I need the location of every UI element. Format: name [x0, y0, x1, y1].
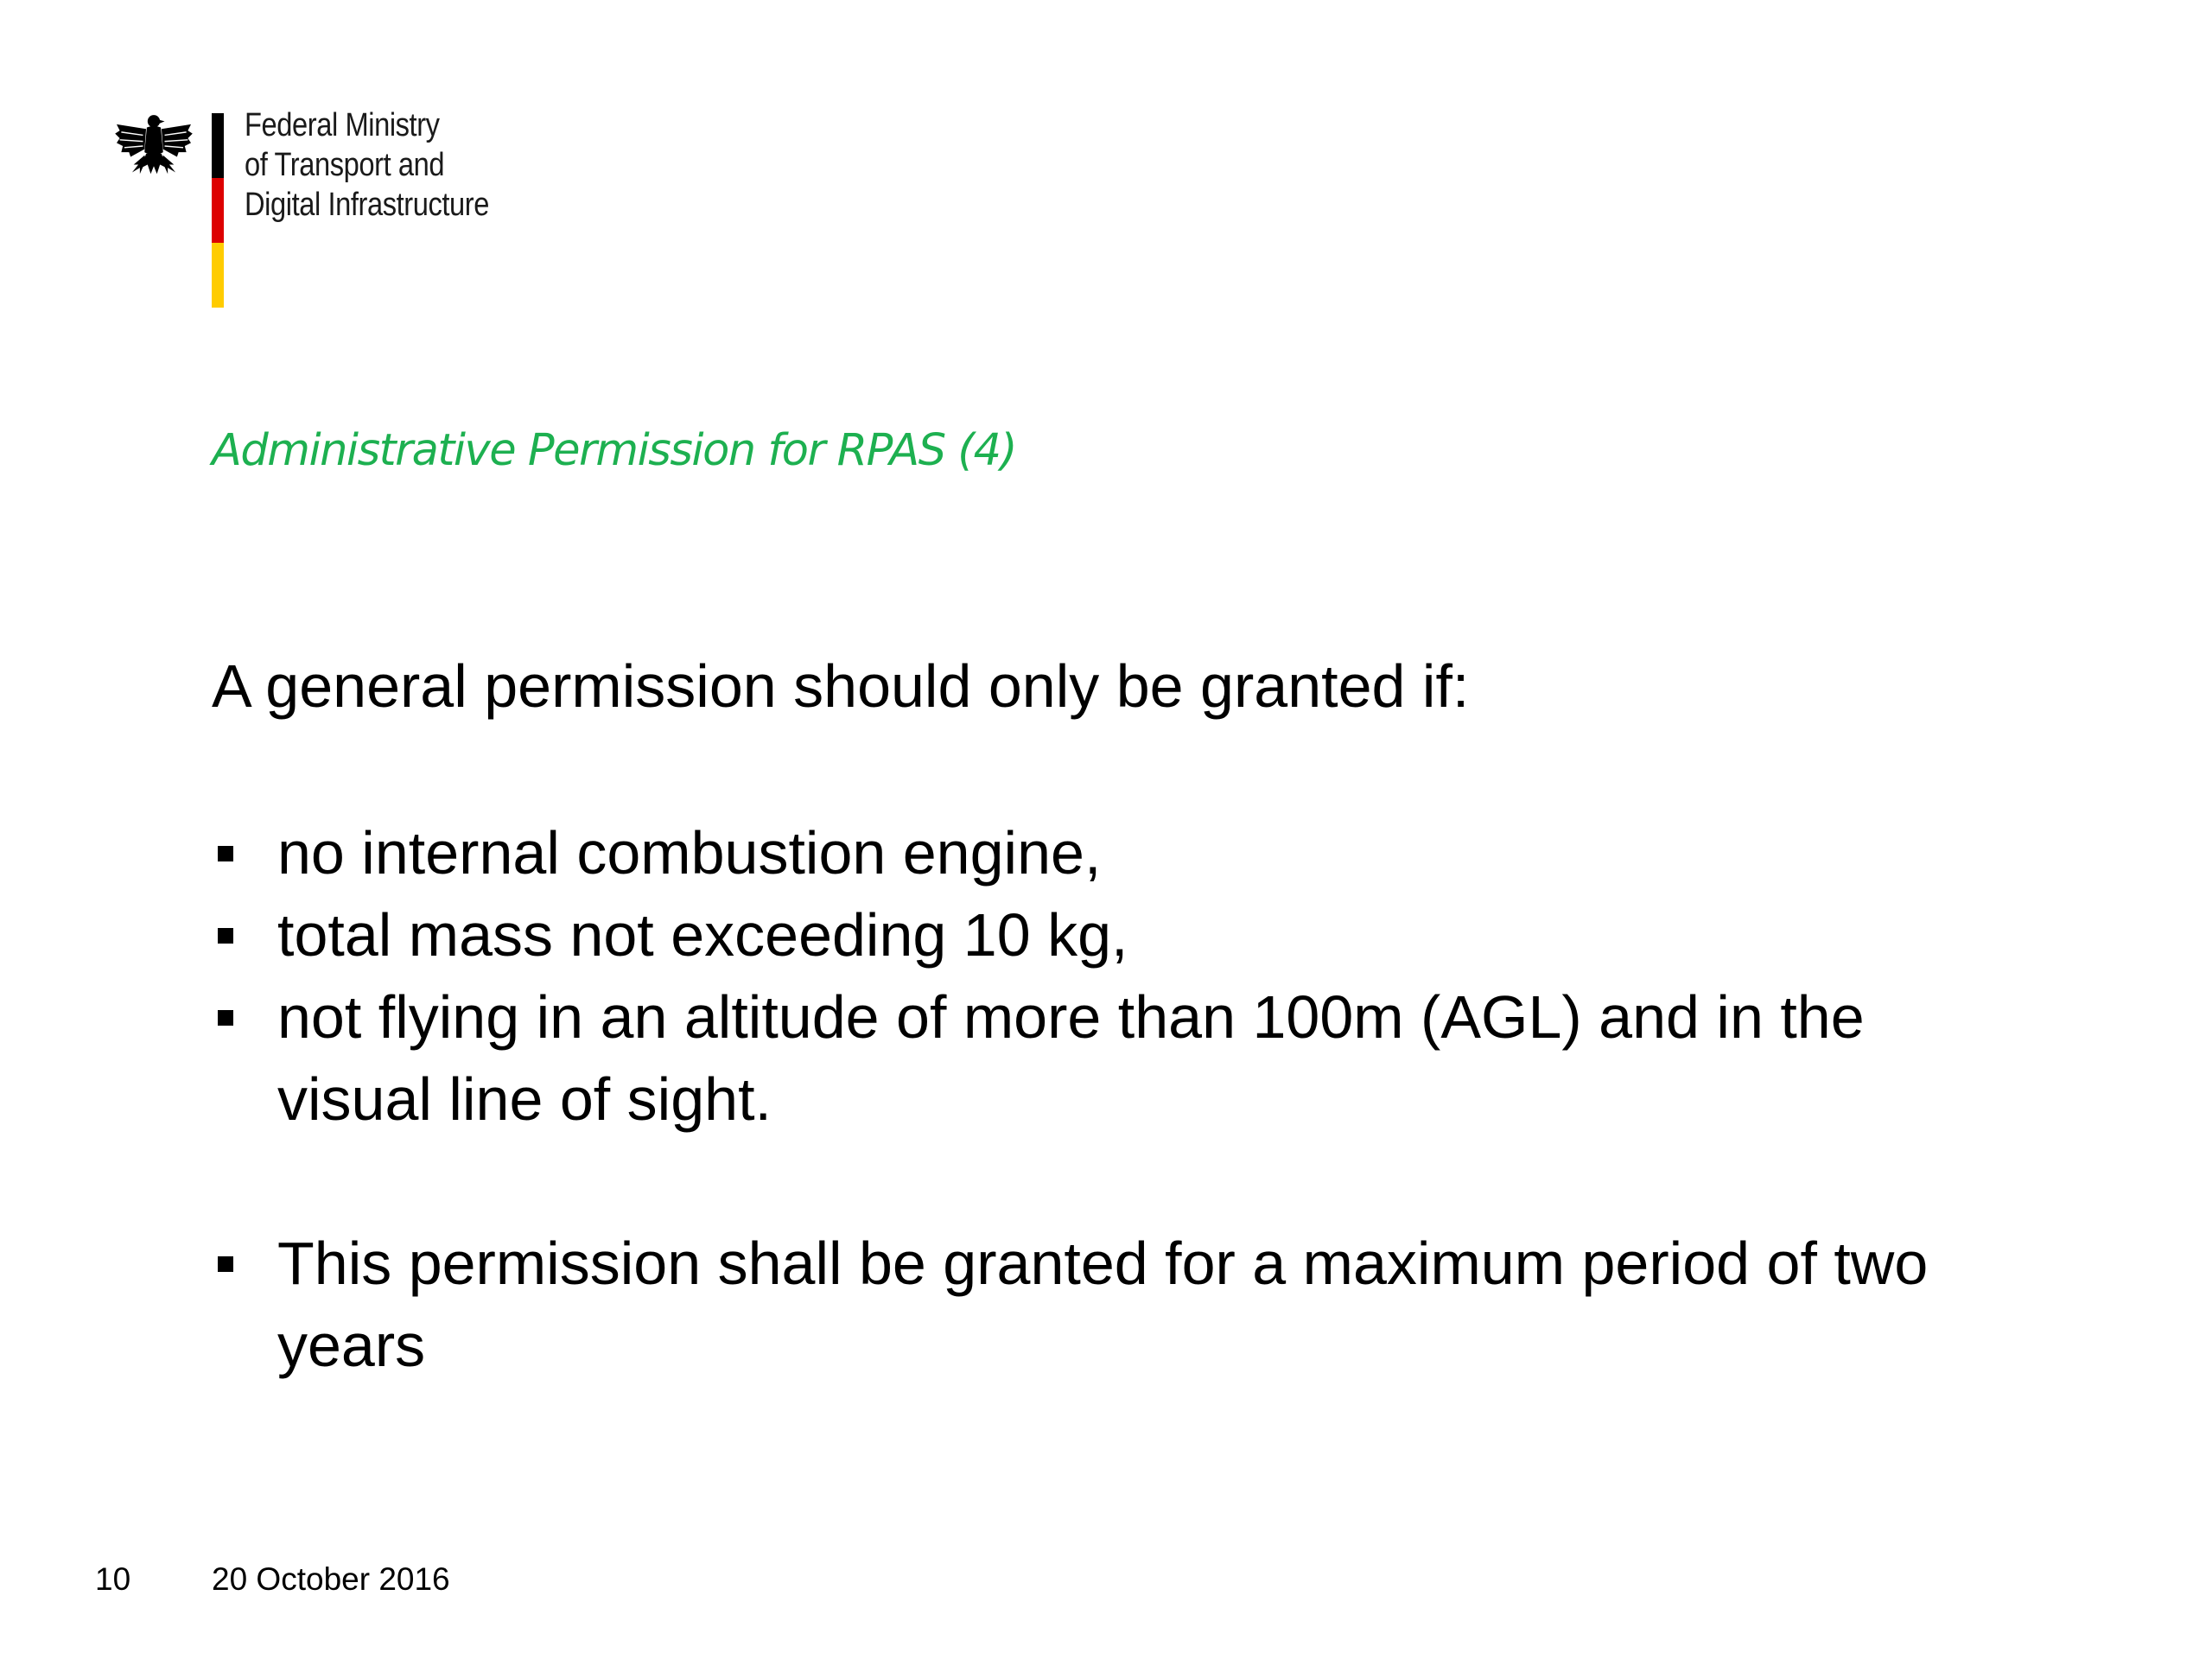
federal-eagle-icon [115, 109, 193, 183]
condition-text: no internal combustion engine, [277, 819, 1102, 887]
bullet-list [212, 812, 2009, 1387]
bullet-marker [218, 1010, 233, 1026]
list-item [212, 894, 2009, 976]
list-item [212, 976, 2009, 1141]
ministry-name-line: Federal Ministry [245, 107, 440, 143]
flag-stripe-black [212, 113, 224, 178]
footer-date: 20 October 2016 [212, 1561, 450, 1597]
slide-title: Administrative Permission for RPAS (4) [212, 425, 1017, 476]
intro-statement: A general permission should only be granted if: [212, 652, 1470, 720]
ministry-name [245, 105, 489, 225]
ministry-name-line: Digital Infrastructure [245, 187, 489, 223]
flag-stripe-red [212, 178, 224, 243]
bullet-marker [218, 928, 233, 944]
bullet-marker [218, 1256, 233, 1272]
bullet-marker [218, 846, 233, 861]
ministry-name-line: of Transport and [245, 147, 445, 183]
page-number: 10 [95, 1561, 131, 1597]
flag-stripe-gold [212, 243, 224, 308]
list-item [212, 812, 2009, 894]
condition-text: not flying in an altitude of more than 100m (AGL) and in the visual line of sight. [277, 983, 1865, 1133]
flag-stripe-bar [212, 113, 224, 308]
list-item [212, 1223, 2009, 1387]
permission-period-text: This permission shall be granted for a maximum period of two years [277, 1230, 1929, 1379]
condition-text: total mass not exceeding 10 kg, [277, 901, 1128, 969]
